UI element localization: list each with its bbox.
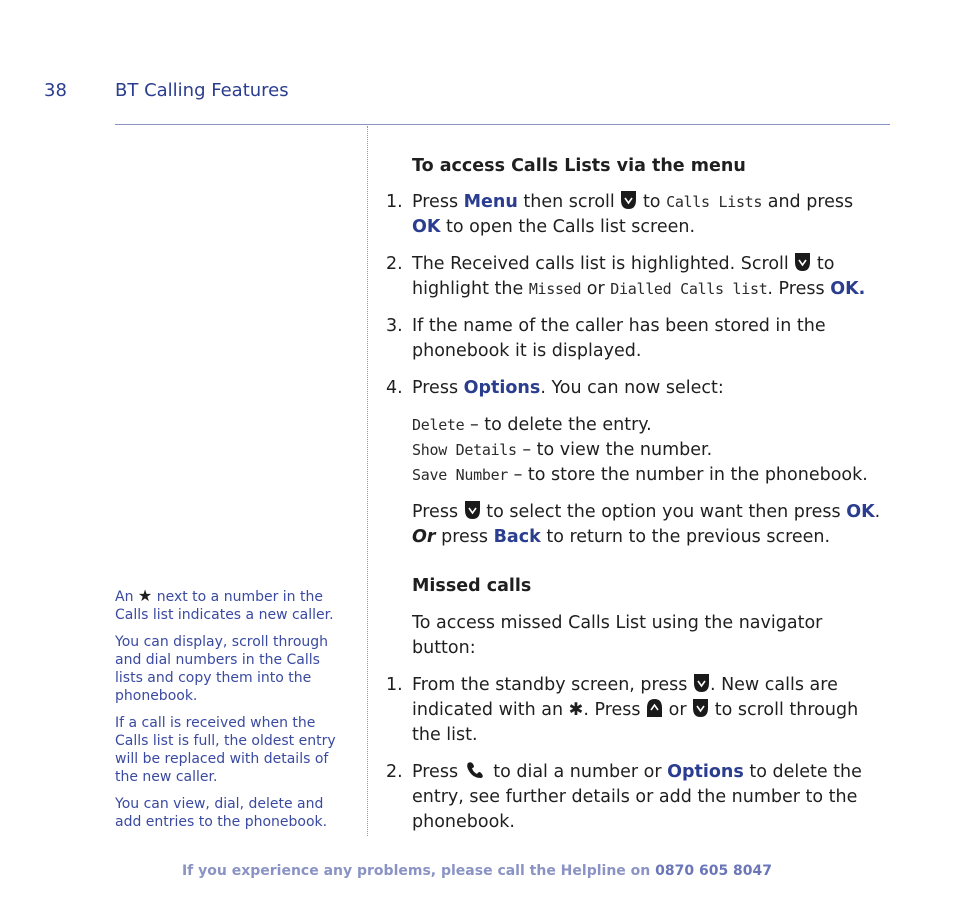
missed-step-1: 1. From the standby screen, press . New calls are indicated with an ✱. Press or to scroll through the list. bbox=[386, 675, 859, 745]
scroll-down-icon bbox=[693, 673, 710, 693]
lcd-calls-lists: Calls Lists bbox=[666, 193, 763, 211]
scroll-up-icon bbox=[646, 698, 663, 718]
or-label: Or bbox=[412, 527, 436, 547]
missed-intro: To access missed Calls List using the navigator button: bbox=[412, 613, 823, 658]
scroll-down-icon bbox=[692, 698, 709, 718]
talk-key-icon bbox=[464, 760, 488, 780]
option-save-number: Save Number – to store the number in the phonebook. bbox=[412, 465, 868, 485]
sidebar-notes bbox=[115, 587, 351, 840]
lcd-dialled-calls-list: Dialled Calls list bbox=[610, 280, 768, 298]
options-key-label: Options bbox=[463, 378, 541, 398]
sidebar-note-display: You can display, scroll through and dial numbers in the Calls lists and copy them into the phonebook. bbox=[115, 634, 329, 704]
menu-step-4: 4. Press Options. You can now select: bbox=[386, 378, 724, 398]
page-header bbox=[0, 80, 954, 110]
main-content bbox=[386, 154, 886, 847]
asterisk-icon: ✱ bbox=[568, 700, 584, 720]
options-key-label: Options bbox=[667, 762, 744, 782]
menu-key-label: Menu bbox=[463, 192, 518, 212]
header-divider bbox=[115, 124, 890, 125]
menu-step-3: 3. If the name of the caller has been stored in the phonebook it is displayed. bbox=[386, 316, 826, 361]
menu-step-1: 1. Press Menu then scroll to Calls Lists and press OK to open the Calls list screen. bbox=[386, 192, 854, 237]
options-list bbox=[412, 413, 886, 488]
ok-key-label: OK bbox=[846, 502, 875, 522]
footer-helpline: If you experience any problems, please call the Helpline on 0870 605 8047 bbox=[181, 863, 773, 879]
ok-key-label: OK bbox=[412, 217, 441, 237]
missed-calls-heading: Missed calls bbox=[412, 576, 532, 596]
sidebar-note-list-full: If a call is received when the Calls list is full, the oldest entry will be replaced with details of the new caller. bbox=[115, 715, 336, 785]
scroll-down-icon bbox=[620, 190, 637, 210]
helpline-number: 0870 605 8047 bbox=[655, 863, 773, 879]
missed-step-2: 2. Press to dial a number or Options to delete the entry, see further details or add the number to the phonebook. bbox=[386, 762, 862, 832]
menu-step-2: 2. The Received calls list is highlighted. Scroll to highlight the Missed or Dialled Calls list. Press OK. bbox=[386, 254, 866, 299]
page-number: 38 bbox=[44, 80, 67, 101]
scroll-down-icon bbox=[794, 252, 811, 272]
star-icon: ★ bbox=[137, 586, 153, 605]
press-instruction: Press to select the option you want then press OK. Or press Back to return to the previous screen. bbox=[412, 502, 881, 547]
option-show-details: Show Details – to view the number. bbox=[412, 440, 713, 460]
column-divider bbox=[367, 126, 368, 836]
scroll-down-icon bbox=[464, 500, 481, 520]
ok-key-label: OK. bbox=[830, 279, 866, 299]
section-title: BT Calling Features bbox=[115, 80, 289, 101]
sidebar-note-phonebook: You can view, dial, delete and add entries to the phonebook. bbox=[115, 796, 328, 830]
lcd-missed: Missed bbox=[528, 280, 582, 298]
sidebar-note-new-caller: An ★ next to a number in the Calls list indicates a new caller. bbox=[115, 586, 334, 623]
option-delete: Delete – to delete the entry. bbox=[412, 415, 652, 435]
back-key-label: Back bbox=[493, 527, 541, 547]
menu-section-heading: To access Calls Lists via the menu bbox=[412, 156, 746, 176]
